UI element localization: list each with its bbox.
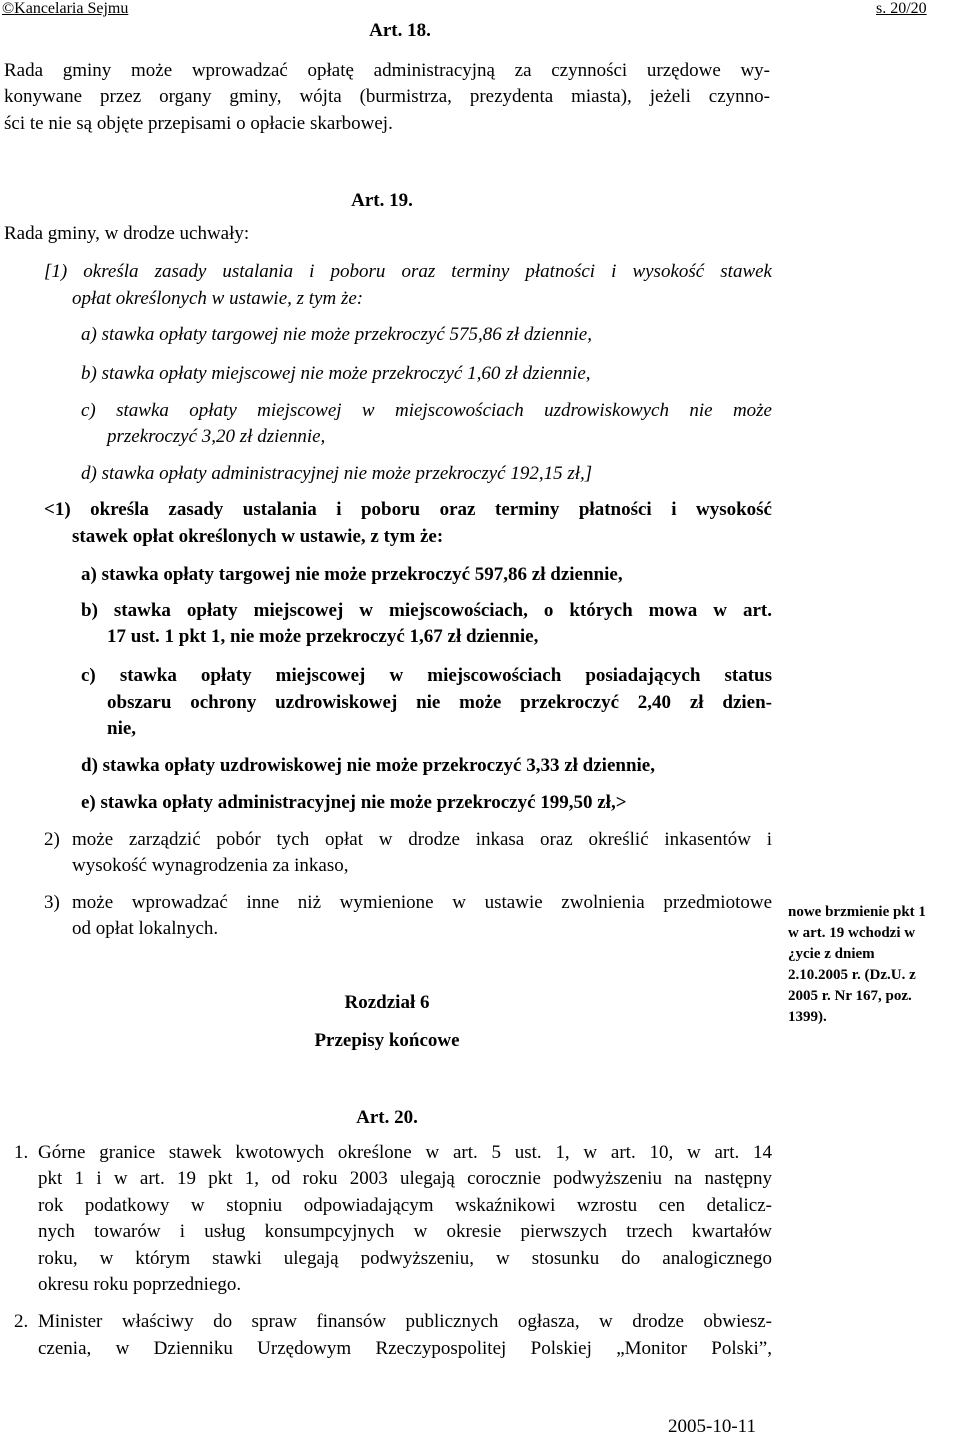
art-19-new-letter-d: d) stawka opłaty uzdrowiskowej nie może przekroczyć 3,33 zł dziennie, [81,755,655,776]
chapter-subtitle: Przepisy końcowe [314,1030,460,1051]
chapter-title: Rozdział 6 [344,992,430,1013]
art-19-heading: Art. 19. [351,190,413,211]
art-19-new-point-1-line-2: stawek opłat określonych w ustawie, z tym że: [72,526,444,547]
art-20-heading: Art. 20. [356,1107,418,1128]
margin-note-line-6: 1399). [788,1009,827,1025]
art-19-new-letter-c-line-1: c) stawka opłaty miejscowej w miejscowościach posiadających status [81,665,772,686]
art-19-new-letter-b-line-2: 17 ust. 1 pkt 1, nie może przekroczyć 1,67 zł dziennie, [107,626,539,647]
margin-note-line-3: ¿ycie z dniem [788,946,875,962]
art-20-section-2-number: 2. [14,1311,29,1332]
art-19-old-letter-c-line-1: c) stawka opłaty miejscowej w miejscowościach uzdrowiskowych nie może [81,400,772,421]
margin-note-line-1: nowe brzmienie pkt 1 [788,904,926,920]
art-20-section-1-line-4: nych towarów i usług konsumpcyjnych w okresie pierwszych trzech kwartałów [38,1221,772,1242]
art-19-point-2-line-2: wysokość wynagrodzenia za inkaso, [72,855,349,876]
art-18-line-1: Rada gminy może wprowadzać opłatę administracyjną za czynności urzędowe wy- [4,60,770,81]
margin-note-line-2: w art. 19 wchodzi w [788,925,916,941]
art-19-old-point-1-line-1: [1) określa zasady ustalania i poboru oraz terminy płatności i wysokość stawek [44,261,772,282]
art-19-new-point-1-line-1: <1) określa zasady ustalania i poboru oraz terminy płatności i wysokość [44,499,772,520]
art-19-point-3-number: 3) [44,892,60,913]
margin-note-line-5: 2005 r. Nr 167, poz. [788,988,912,1004]
header-page-number: s. 20/20 [876,0,927,17]
art-19-new-letter-c-line-2: obszaru ochrony uzdrowiskowej nie może przekroczyć 2,40 zł dzien- [107,692,772,713]
art-18-line-2: konywane przez organy gminy, wójta (burmistrza, prezydenta miasta), jeżeli czynno- [4,86,770,107]
art-18-line-3: ści te nie są objęte przepisami o opłacie skarbowej. [4,113,393,134]
art-20-section-2-line-1: Minister właściwy do spraw finansów publicznych ogłasza, w drodze obwiesz- [38,1311,772,1332]
art-19-old-letter-b: b) stawka opłaty miejscowej nie może przekroczyć 1,60 zł dziennie, [81,363,591,384]
header-source: ©Kancelaria Sejmu [2,0,129,17]
art-19-point-2-number: 2) [44,829,60,850]
art-19-point-3-line-2: od opłat lokalnych. [72,918,219,939]
art-19-point-3-line-1: może wprowadzać inne niż wymienione w ustawie zwolnienia przedmiotowe [72,892,772,913]
art-20-section-1-line-3: rok podatkowy w stopniu odpowiadającym wskaźnikowi wzrostu cen detalicz- [38,1195,772,1216]
art-19-new-letter-a: a) stawka opłaty targowej nie może przekroczyć 597,86 zł dziennie, [81,564,623,585]
art-18-heading: Art. 18. [369,20,431,41]
art-19-new-letter-e: e) stawka opłaty administracyjnej nie może przekroczyć 199,50 zł,> [81,792,627,813]
art-19-old-letter-c-line-2: przekroczyć 3,20 zł dziennie, [107,426,326,447]
art-19-old-letter-a: a) stawka opłaty targowej nie może przekroczyć 575,86 zł dziennie, [81,324,592,345]
art-20-section-1-number: 1. [14,1142,29,1163]
art-20-section-2-line-2: czenia, w Dzienniku Urzędowym Rzeczypospolitej Polskiej „Monitor Polski”, [38,1338,772,1359]
art-19-old-point-1-line-2: opłat określonych w ustawie, z tym że: [72,288,364,309]
art-19-new-letter-b-line-1: b) stawka opłaty miejscowej w miejscowościach, o których mowa w art. [81,600,772,621]
art-19-new-letter-c-line-3: nie, [107,718,137,739]
margin-note-line-4: 2.10.2005 r. (Dz.U. z [788,967,916,983]
art-19-old-letter-d: d) stawka opłaty administracyjnej nie może przekroczyć 192,15 zł,] [81,463,593,484]
art-20-section-1-line-2: pkt 1 i w art. 19 pkt 1, od roku 2003 ulegają corocznie podwyższeniu na następny [38,1168,772,1189]
art-19-point-2-line-1: może zarządzić pobór tych opłat w drodze inkasa oraz określić inkasentów i [72,829,772,850]
art-20-section-1-line-1: Górne granice stawek kwotowych określone w art. 5 ust. 1, w art. 10, w art. 14 [38,1142,772,1163]
art-20-section-1-line-5: roku, w którym stawki ulegają podwyższeniu, w stosunku do analogicznego [38,1248,772,1269]
art-20-section-1-line-6: okresu roku poprzedniego. [38,1274,242,1295]
margin-note [788,902,960,1028]
art-19-intro: Rada gminy, w drodze uchwały: [4,223,250,244]
footer-date: 2005-10-11 [668,1416,756,1437]
